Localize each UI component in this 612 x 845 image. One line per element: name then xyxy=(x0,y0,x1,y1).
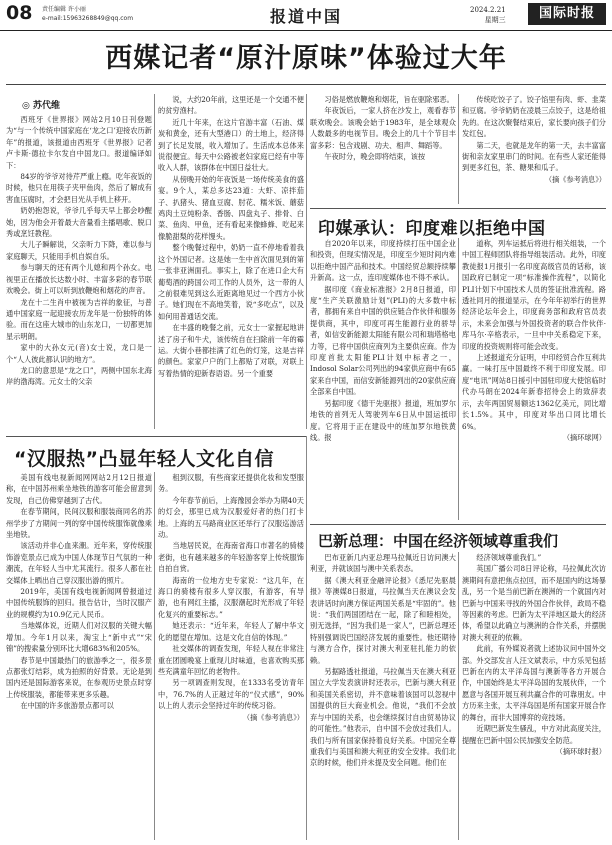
issue-date xyxy=(470,5,506,25)
article3-source: （摘环球网） xyxy=(562,432,606,442)
paragraph: 习俗是燃放鞭炮和烟花，旨在驱除邪恶。 xyxy=(324,95,454,104)
section-title: 报道中国 xyxy=(269,7,342,26)
section-rule xyxy=(6,436,306,437)
masthead xyxy=(0,0,612,31)
paragraph: 该活动并非心血来潮。近年来，穿传统服饰游览景点已成为中国人体现节日气氛的一种潮流，在年轻人当中尤其流行。很多人都在社交媒体上晒出自己穿汉服出游的照片。 xyxy=(6,541,152,585)
section-rule xyxy=(310,524,606,525)
paragraph: 上述报道充分证明，中印经贸合作互利共赢。一味打压中国最终不利于印度发展。印度“电讯”网站8日援引中国驻印度大使馆临时代办马朗在2024年新春招待会上的致辞表示，去年两国贸易额达1362亿美元，同比增长1.5%。其中，印度对华出口同比增长6%。 xyxy=(462,353,606,431)
brand-logo: 国际时报 xyxy=(528,3,606,25)
section-rule xyxy=(310,208,606,209)
article2-source: （摘《参考消息》） xyxy=(242,712,304,722)
paragraph: 近几十年来，在这片官游丰富（石油、煤炭和黄金，还有大型港口）的土地上，经济得到了长足发展，收入增加了。生活成本总体来说很便宜。每天中公路被老妇家庭已经有中等收入人群，该群体在中国日益壮大。 xyxy=(158,117,304,173)
paragraph: 传统吃饺子了。饺子馅里有肉、虾、韭菜和豆腐。爷爷奶奶在凌晨三点饺子，这是给祖先的。在这次聚餐结束后，家长要向孩子们分发红包。 xyxy=(462,95,606,139)
paragraph: 整个晚餐过程中，奶奶一直不停地看着我这个外国记者。这是她一生中首次面见到的第一张非亚洲面孔。事实上，除了在进口企大有葡萄酒的跨国公司工作的人员外，这一带的人之前很难见到这么近距离地见过一个西方小伙子。她们现在不高地笑着，说“多吃点”，以及如何用普通话交流。 xyxy=(158,243,304,321)
paragraph: 经济领域尊重我们。” xyxy=(476,553,542,562)
paragraph: 84岁的爷爷对待芹严重上瘾。吃年夜饭的时候，他只在用筷子夹甲鱼肉，然后了解成有害血压腐时，才会把目光从手机上移开。 xyxy=(6,172,152,204)
paragraph: 美国有线电视新闻网网站2月12日报道称，在中国苏州乘坐地铁的游客可能会留意到发现，自己仿佛穿越到了古代。 xyxy=(6,473,152,505)
paragraph: 从傍晚开始的年夜饭是一场传统美食的盛宴。9个人，某总多达23道：大虾、凉拌茄子、扒猪头、猪血豆腐、肘花、糯米饭、蘑菇鸡肉土豆炖粉条、香肠、四盘丸子、排骨、白菜、鱼肉、甲鱼，还有看起来像蜂蜂、吃起来像脆甜梨的花样馒头。 xyxy=(158,174,304,241)
article4-col2 xyxy=(462,552,606,840)
paragraph: 道称，列车运抵后将进行相关组装，一个中国工程师团队将指导组装活动。此外，印度教徒报1月报引一名印度高级官员的话称，该国政府已制定一项“标准操作流程”，以简化PLI计划下中国技术人员的签证批准流程。路透社同月的报道显示，在今年年初举行的世界经济论坛年会上，印度商务部和政府官员表示，未来会加强与外国投资者的联合作伙伴·库马尔·辛格表示，一旦中中关系稳定下来，印度的投资规则将可能会改变。 xyxy=(462,239,606,351)
article4-col1 xyxy=(310,552,456,840)
editor-name: 责任编辑 许小丽 xyxy=(42,6,86,13)
divider xyxy=(154,94,155,429)
paragraph: 大儿子瞬解说，父亲听力下降，难以参与家庭聊天，只能用手机自娱自乐。 xyxy=(6,240,152,261)
paragraph: 在春节期间，民间汉服和服装商同名的苏州学步了方期间一列的穿中国传统服饰就像乘坐地铁。 xyxy=(6,507,152,540)
article2-col2 xyxy=(158,472,304,840)
paragraph: 2019年，美国有线电视新闻网曾报道过中国传统服饰的回归。报告估计，当时汉服产业的规模约为10.9亿元人民币。 xyxy=(6,587,152,619)
paragraph: 年夜饭后，一家人挤在沙发上，观看春节联欢晚会。该晚会始于1983年，是全球观众人数最多的电视节目。晚会上的几十个节目丰富多彩：包含戏剧、功夫、相声、舞蹈等。 xyxy=(310,106,456,150)
paragraph: 近期巴新发生骚乱，中方对此高度关注，提醒在巴新中国公民加强安全防范。 xyxy=(462,724,606,745)
paragraph: 此前，有外媒说者就上述协议问中国外交部。外交部发言人汪文斌表示，中方乐见包括巴新在内的太平洋岛国与澳新等各方开展合作，中国始终是太平洋岛国的发展伙伴，一个愿意与各国开展互利共赢合作的可靠朋友。中方历来主张，太平洋岛国是所有国家开展合作的舞台，而非大国博弈的竞技场。 xyxy=(462,644,606,722)
date: 2024.2.21 xyxy=(470,6,506,14)
paragraph: 当地居民说，在海南省海口市著名的骑楼老街，也有越来越多的年轻游客穿上传统服饰自拍自赏。 xyxy=(158,541,304,574)
paragraph: 在中国的许多旅游景点都可以 xyxy=(20,701,114,711)
divider xyxy=(306,436,307,840)
paragraph: 说，大约20年前，这里还是一个交通不便的贫穷渔村。 xyxy=(158,95,304,116)
article4-title: 巴新总理：中国在经济领域尊重我们 xyxy=(318,532,559,550)
paragraph: 据印度《商业标准报》2月8日报道，印度“生产关联激励计划”(PLI)的大多数中标者，都拥有来自中国的供应链合作伙伴和服务提供商，其中，印度可再生能源行业的骄导者，如信安新能源太阳能有限公司和瑞塔格电力等，已将中国供应商列为主要供应商。作为印度首批太阳能PLI计划中标者之一，Indosol Solar公司列出的94家供应商中有65家来自中国，而信安新能源列出的20家供应商全部来自中国。 xyxy=(310,284,456,397)
article3-col2 xyxy=(462,238,606,522)
paragraph: 自2020年以来，印度持续打压中国企业和投资，但现实情况是，印度至少短时间内难以拒绝中国产品和技术。中国经贸总额持续攀升新高。这一点，连印度媒体也不得不承认。 xyxy=(310,239,456,283)
page-number: 08 xyxy=(6,2,33,24)
article2-col1 xyxy=(6,472,152,840)
divider xyxy=(458,238,459,520)
paragraph: 今年春节前后，上海豫园会举办为期40天的灯会，那里已成为汉服爱好者的热门打卡地。上海的五马路商业区还举行了汉服巡游活动。 xyxy=(158,495,304,540)
article1-byline: ◎ 苏代维 xyxy=(22,101,60,111)
paragraph: 英国广播公司8日评论称，马拉佩此次访澳期间有意把焦点拉回，而不是国内的这场暴乱，另一个是当前巴新在澳洲的一个就国内对巴新与中国来寻找的外国合作伙伴，政局不稳等因素的考虑。巴新为太平洋地区最大的经济体，希望以此确立与澳洲的合作关系，并摆脱对澳大利亚的依赖。 xyxy=(462,564,606,642)
paragraph: 据《澳大利亚金融评论报》《悉尼先驱晨报》等澳媒8日报道，马拉佩当天在澳议会发表讲话时向澳方保证两国关系是“牢固的”。他说：“我们两国团结在一起，除了和睦相处，别无选择，“因为我们是一家人”，巴新总理还特别强调说巴国经济发展的重要性。他还期待与澳方合作，探讨对澳大利亚驻扎能力的依赖。 xyxy=(310,575,456,665)
paragraph: 租到汉服，有些商家还提供化妆和发型服务。 xyxy=(158,473,304,494)
paragraph: 当地媒体说，近期人们对汉服的关键大幅增加。今年1月以来，淘宝上“新中式”“宋锦”的搜索量分别环比大增683%和205%。 xyxy=(6,621,152,654)
paragraph: 另一项调查则发现，在1333名受访青年中，76.7%的人正越过年的“仪式感”，90%以上的人表示会坚持过年的传统习俗。 xyxy=(158,678,304,711)
paragraph: 第二天，也就是龙年的第一天，去丰富富街和亲友家里串门的时间。在有些人家还能得到更多红包，茶、糖果和瓜子。 xyxy=(462,140,606,173)
paragraph: 海南的一位地方史专家说：“这几年，在海口的骑楼有很多人穿汉服，有游客，有导游，也有网红主播，汉服潮起时光形成了年轻化复兴的重要标志。” xyxy=(158,575,304,619)
paragraph: 社交媒体的调查发现，年轻人视在非常注重在团圆晚宴上重现儿时味道，也喜欢购买那些充满童年回忆的老物件。 xyxy=(158,644,304,676)
article4-source: （摘环球时报） xyxy=(555,746,606,756)
article2-title: “汉服热”凸显年轻人文化自信 xyxy=(14,448,274,470)
article1-title: 西媒记者“原汁原味”体验过大年 xyxy=(105,43,507,74)
paragraph: 西班牙《世界报》网站2月10日刊登题为“与一个传统中国家庭在‘龙之口’迎接农历新年”的报道，该报道由西班牙《世界报》记者卢卡斯·德拉卡尔发自中国龙口。报道编译如下： xyxy=(6,115,152,170)
divider xyxy=(154,472,155,840)
paragraph: 奶奶抱怨说，爷爷几乎每天早上都会吵醒她，因为他会开着最大音量看主播唱歌、脱口秀或烹饪教程。 xyxy=(6,206,152,239)
divider xyxy=(306,94,307,429)
paragraph: 巴布亚新几内亚总理马拉佩近日访问澳大利亚，并就该国与澳中关系表态。 xyxy=(310,553,456,574)
paragraph: 另据印度《德干先驱报》报道，班加罗尔地铁的首列无人驾驶列车6日从中国运抵印度。它将用于正在建设中的班加罗尔地铁黄线。报 xyxy=(310,398,456,442)
article1-source: （摘《参考消息》） xyxy=(544,174,606,184)
article3-col1 xyxy=(310,238,456,522)
divider xyxy=(458,552,459,840)
headline-rule xyxy=(6,84,606,85)
paragraph: 她还表示：“近年来，年轻人了解中华文化的愿望在增加。这是文化自信的体现。” xyxy=(158,621,304,642)
paragraph: 在丰盛的晚餐之前，元女士一家握起地讲述了房子和牛犬，该传统自在扫除前一年的霉运。大街小巷都挂满了红色的灯笼，这是吉祥的颜色。家家户户的门上都贴了对联，对联上写着热情的迎新春语语。另一个重要 xyxy=(158,323,304,378)
article1-col2 xyxy=(158,94,304,434)
weekday: 星期三 xyxy=(484,16,506,24)
paragraph: 春节是中国最热门的旅游季之一，很多景点都张灯结彩，成为拍照的好背景。无论是到国内还是国际游客来说，在参观历史景点时穿上传统服装，都能带来更多乐趣。 xyxy=(6,655,152,699)
paragraph: 家中的大孙女元(音)女士说，龙口是一个“人人彼此都认识的地方”。 xyxy=(6,343,152,364)
article3-title: 印媒承认：印度难以拒绝中国 xyxy=(318,219,546,239)
paragraph: 龙在十二生肖中被视为吉祥的象征，与普通中国家庭一起迎接农历龙年是一份独特的体验。而在这座大城市的山东龙口，一切都更加星示明朗。 xyxy=(6,297,152,341)
article1-col1 xyxy=(6,114,152,434)
paragraph: 龙口的意思是“龙之口”，两侧中国东北海岸的渤海湾。元女士的父亲 xyxy=(6,365,152,387)
editor-email: e-mail:15963268849@qq.com xyxy=(42,15,134,22)
paragraph: 另据路透社报道，马拉佩当天在澳大利亚国立大学发表演讲时还表示，巴新与澳大利亚和美国关系密切，并不意味着该国可以忽视中国提供的巨大商业机会。他说，“我们不会放弃与中国的关系，也会继续探讨自由贸易协议的可能性。”他表示，自中国不会放过我们人。我们与所有国家保持着良好关系。中国完全尊重我们与美国和澳大利亚的安全安排。我们北京的时候，他们并未提及安全问题。他们在 xyxy=(310,667,456,768)
article1-col4 xyxy=(462,94,606,206)
paragraph: 参与聊天的还有两个儿媳和两个孙女。电视里正在播放长达数小时、丰富多彩的春节联欢晚会。街上可以听到放鞭炮和烟花的声音。 xyxy=(6,263,152,296)
divider xyxy=(458,94,459,204)
paragraph: 午夜时分，晚会即将结束，该按 xyxy=(324,152,426,162)
article1-col3 xyxy=(310,94,456,202)
